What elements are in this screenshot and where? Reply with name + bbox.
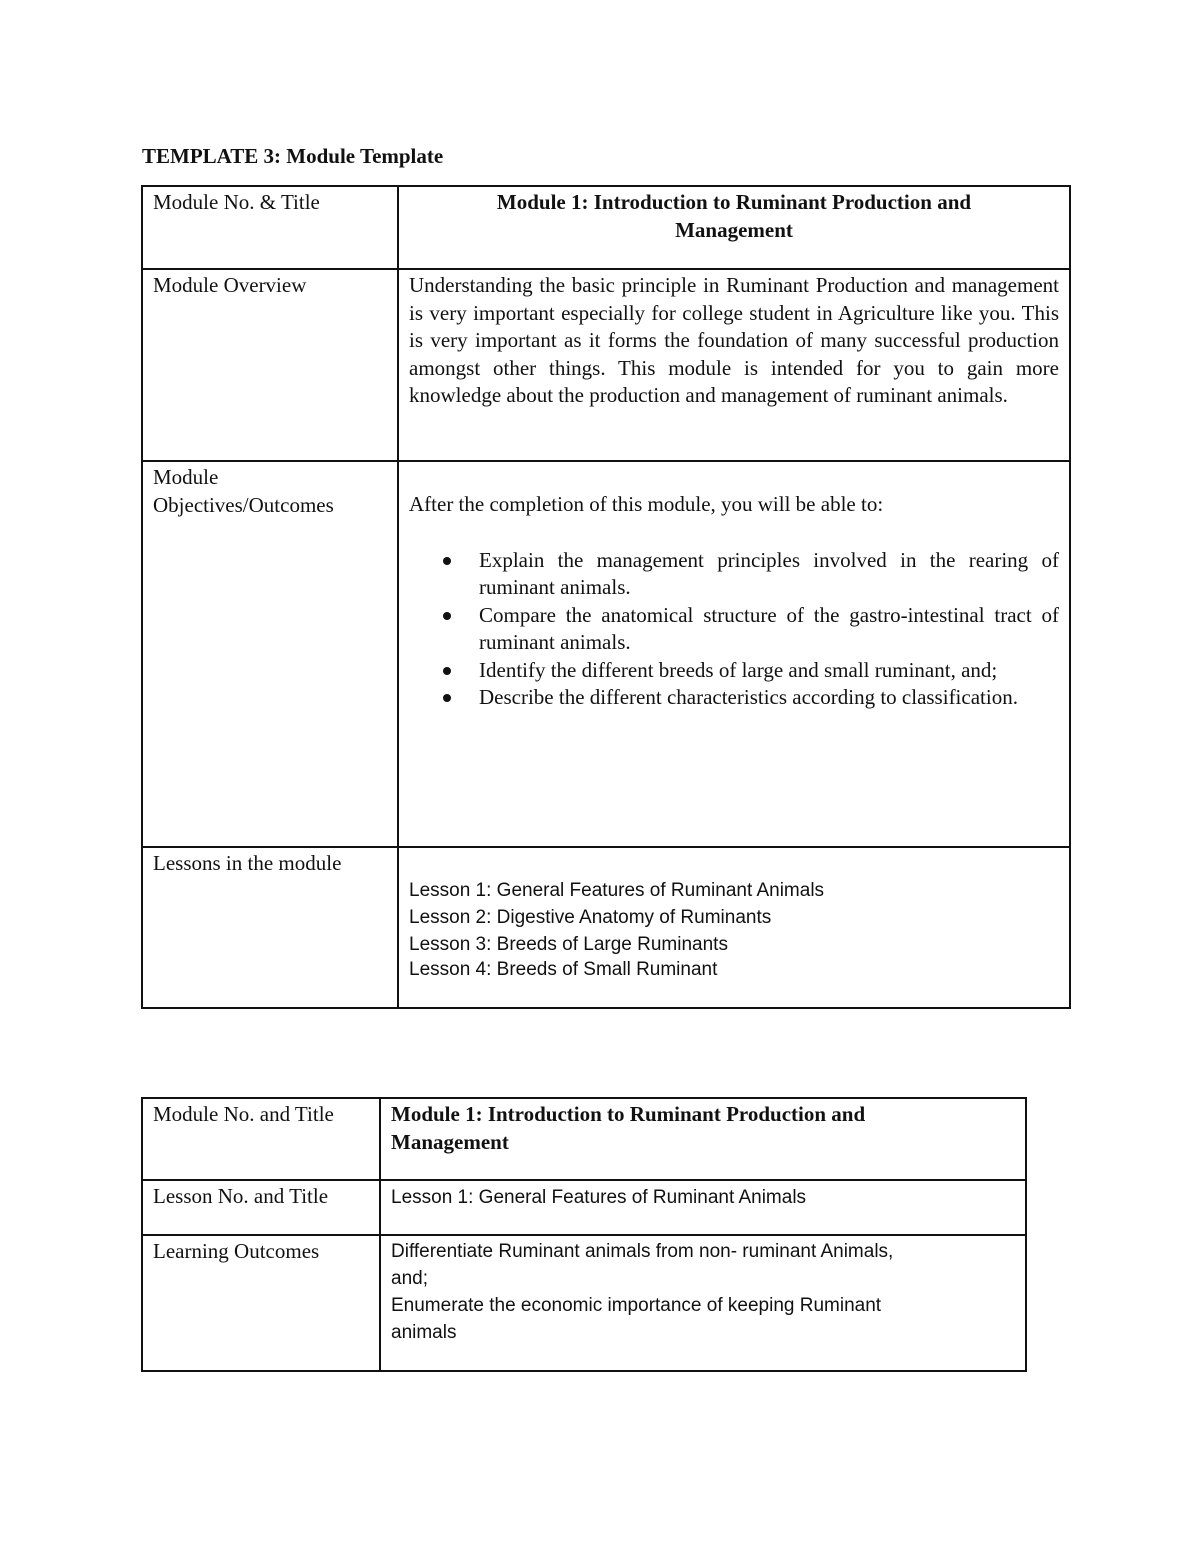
learning-outcomes-row [142, 1235, 1026, 1371]
objective-item-text: Explain the management principles involved in the rearing of ruminant animals. [479, 547, 1059, 599]
module-template-table [141, 185, 1071, 1009]
lesson-item: Lesson 1: General Features of Ruminant Animals [409, 880, 825, 901]
lesson-item: Lesson 4: Breeds of Small Ruminant [409, 959, 718, 980]
lesson-item: Lesson 3: Breeds of Large Ruminants [409, 934, 728, 955]
module-lessons-label: Lessons in the module [142, 847, 398, 1008]
lesson-module-title-value [380, 1098, 1026, 1180]
learning-outcome-line: and; [391, 1268, 428, 1289]
lesson-module-title-label: Module No. and Title [142, 1098, 380, 1180]
learning-outcomes-content [380, 1235, 1026, 1371]
objectives-intro: After the completion of this module, you will be able to: [409, 492, 884, 516]
module-objectives-label-line-2: Objectives/Outcomes [153, 492, 334, 517]
lesson-title-row [142, 1180, 1026, 1235]
module-title-label: Module No. & Title [142, 186, 398, 269]
module-overview-text: Understanding the basic principle in Ruminant Production and management is very important especially for college student in Agriculture like you. This is very important as it forms the foundation of many successful production amongst other things. This module is intended for you to gain more knowledge about the production and management of ruminant animals. [398, 269, 1070, 461]
module-lessons-row [142, 847, 1070, 1008]
learning-outcome-line: Differentiate Ruminant animals from non- ruminant Animals, [391, 1241, 894, 1262]
objective-item [479, 684, 1059, 712]
lesson-title-label: Lesson No. and Title [142, 1180, 380, 1235]
lesson-module-title-line-2: Management [391, 1129, 509, 1154]
module-objectives-label-line-1: Module [153, 465, 219, 489]
module-title-value [398, 186, 1070, 269]
bullet-dot-icon [443, 557, 451, 565]
module-objectives-label [142, 461, 398, 847]
objective-item-text: Compare the anatomical structure of the gastro-intestinal tract of ruminant animals. [479, 602, 1059, 654]
objective-item [479, 657, 1059, 685]
lessons-list [409, 877, 1059, 982]
objectives-list [409, 547, 1059, 712]
learning-outcomes-label: Learning Outcomes [142, 1235, 380, 1371]
lesson-module-title-line-1: Module 1: Introduction to Ruminant Production and [391, 1102, 866, 1126]
learning-outcome-line: animals [391, 1322, 457, 1343]
module-overview-label: Module Overview [142, 269, 398, 461]
lesson-item: Lesson 2: Digestive Anatomy of Ruminants [409, 907, 772, 928]
module-title-row [142, 186, 1070, 269]
module-objectives-row [142, 461, 1070, 847]
objective-item-text: Describe the different characteristics according to classification. [479, 685, 1018, 709]
learning-outcome-line: Enumerate the economic importance of keeping Ruminant [391, 1295, 882, 1316]
module-title-line-2: Management [675, 217, 793, 242]
lesson-title-text: Lesson 1: General Features of Ruminant Animals [391, 1187, 807, 1208]
module-lessons-content [398, 847, 1070, 1008]
bullet-dot-icon [443, 612, 451, 620]
objective-item-text: Identify the different breeds of large and small ruminant, and; [479, 657, 998, 682]
objective-item [479, 602, 1059, 657]
module-title-line-1: Module 1: Introduction to Ruminant Production and [496, 190, 972, 214]
document-title: TEMPLATE 3: Module Template [142, 144, 444, 168]
lesson-template-table [141, 1097, 1027, 1372]
lesson-title-value [380, 1180, 1026, 1235]
module-overview-row [142, 269, 1070, 461]
lesson-module-title-row [142, 1098, 1026, 1180]
module-objectives-content [398, 461, 1070, 847]
bullet-dot-icon [443, 694, 451, 702]
objective-item [479, 547, 1059, 602]
bullet-dot-icon [443, 667, 451, 675]
